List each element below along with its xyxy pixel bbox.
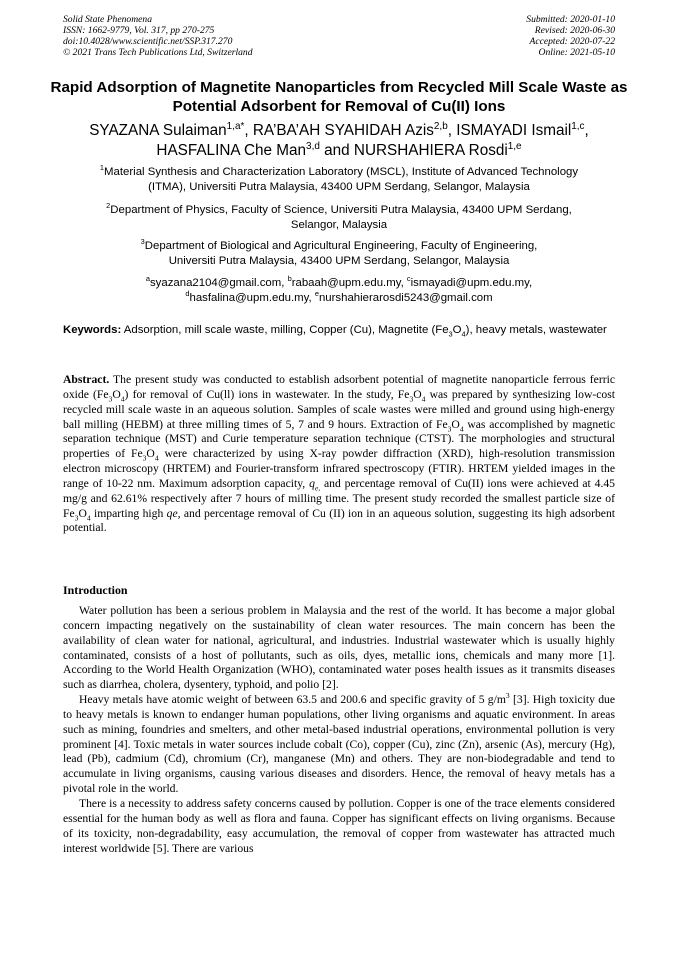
online-date: Online: 2021-05-10 (538, 47, 615, 59)
abstract-text: ) for removal of Cu(ll) ions in wastewater. In the study, Fe (124, 387, 410, 401)
affiliation-line: (ITMA), Universiti Putra Malaysia, 43400 UPM Serdang, Selangor, Malaysia (148, 180, 530, 193)
affiliation-line: Selangor, Malaysia (290, 218, 388, 231)
abstract-text: was prepared by synthesizing low-cost recycled mill scale waste in an aqueous solution. Samples of scale wastes were milled and ground using high-energy ball milling (HEBM) at three milling times of 5, 7 and 9 hours. Extraction of Fe (63, 387, 616, 431)
superscript: 3 (505, 691, 510, 701)
affiliation-line: Department of Biological and Agricultural Engineering, Faculty of Engineering, (144, 240, 538, 252)
subscript: 4 (120, 394, 125, 404)
author-name: SYAZANA Sulaiman (89, 122, 227, 139)
affiliation-2 (60, 203, 618, 233)
section-heading-introduction: Introduction (63, 583, 128, 597)
email-marker: a (145, 274, 150, 284)
author-affiliation-marker: 1,a* (226, 120, 245, 132)
affiliation-1 (60, 165, 618, 195)
abstract-text: was accomplished by magnetic separation technique (MST) and Curie temperature separation technique (CTST). The morphologies and structural properties of Fe (63, 417, 615, 461)
abstract-text: O (146, 447, 155, 461)
paragraph (63, 693, 615, 797)
subscript: 3 (447, 423, 452, 433)
keywords-label: Keywords: (63, 324, 122, 336)
email-address[interactable]: syazana2104@gmail.com (149, 277, 282, 289)
abstract-text: and percentage removal of Cu (II) ion in an aqueous solution, suggesting its high adsorbent potential. (63, 506, 615, 535)
affiliation-3 (60, 239, 618, 269)
accepted-date: Accepted: 2020-07-22 (529, 36, 615, 48)
abstract-text: O (413, 387, 422, 401)
affiliation-line: Universiti Putra Malaysia, 43400 UPM Serdang, Selangor, Malaysia (168, 254, 510, 267)
author-affiliation-marker: 1,c (571, 120, 585, 132)
email-list: $^a$syazana2104@gmail.com, $^b$rabaah@upm.edu.my, $^c$ismayadi@upm.edu.my, $^d$hasfalina@upm.edu.my, $^e$nurshahierarosdi5243@gmail.com (145, 274, 533, 304)
doi-line: doi:10.4028/www.scientific.net/SSP.317.270 (63, 36, 233, 48)
subscript: 3 (142, 453, 147, 463)
paragraph-text: [3]. High toxicity due to heavy metals is known to endanger human populations, other living organisms and aquatic environment. In areas such as mining, foundries and smelters, and other metal-based industrial operations, environmental pollution is very prominent [4]. Toxic metals in water sources include cobalt (Co), copper (Cu), zinc (Zn), arsenic (As), mercury (Hg), lead (Pb), cadmium (Cd), chromium (Cr), manganese (Mn) and others. They are non-biodegradable and tend to accumulate in living organisms, causing various diseases and disorders. Hence, the removal of heavy metals has a pivotal role in the world. (63, 693, 616, 796)
symbol-subscript: e, (314, 483, 321, 493)
author-name: HASFALINA Che Man (156, 141, 307, 159)
abstract-label: Abstract. (63, 373, 110, 386)
affiliation-line: Department of Physics, Faculty of Science, Universiti Putra Malaysia, 43400 UPM Serdang, (110, 204, 572, 216)
affiliation-marker: 2 (106, 201, 111, 211)
abstract-text: O (451, 417, 460, 431)
subscript: 3 (448, 329, 453, 339)
revised-date: Revised: 2020-06-30 (534, 25, 615, 37)
subscript: 4 (459, 423, 464, 433)
subscript: 4 (86, 512, 91, 522)
subscript: 3 (108, 394, 113, 404)
copyright-line: © 2021 Trans Tech Publications Ltd, Switzerland (63, 47, 253, 59)
affiliation-line: Material Synthesis and Characterization Laboratory (MSCL), Institute of Advanced Technology (104, 166, 579, 178)
issn-line: ISSN: 1662-9779, Vol. 317, pp 270-275 (63, 25, 215, 37)
symbol-q: q (309, 476, 315, 490)
author-name: ISMAYADI Ismail (456, 122, 572, 139)
abstract-text: O (112, 387, 121, 401)
subscript: 3 (409, 394, 414, 404)
email-marker: d (185, 289, 190, 299)
email-address[interactable]: rabaah@upm.edu.my (291, 277, 401, 289)
keywords-text: O (452, 324, 462, 336)
subscript: 3 (74, 512, 79, 522)
email-address[interactable]: hasfalina@upm.edu.my (189, 291, 309, 304)
abstract-text: were characterized by using X-ray powder diffraction (XRD), high-resolution transmission electron microscopy (HRTEM) and Fourier-transform infrared spectroscopy (FTIR). HRTEM yielded images in the range of 10-22 nm. Maximum adsorption capacity, (63, 447, 615, 490)
journal-info (63, 14, 253, 58)
email-address[interactable]: ismayadi@upm.edu.my (410, 277, 529, 289)
abstract-text: The present study was conducted to establish adsorbent potential of magnetite nanoparticle ferrous ferric oxide (Fe (63, 373, 615, 401)
keywords (63, 323, 615, 338)
subscript: 4 (421, 394, 426, 404)
author-name: RA’BA’AH SYAHIDAH Azis (252, 122, 434, 139)
author-name: NURSHAHIERA Rosdi (353, 141, 508, 159)
submitted-date: Submitted: 2020-01-10 (526, 14, 615, 25)
keywords-text: Adsorption, mill scale waste, milling, Copper (Cu), Magnetite (Fe (123, 324, 449, 336)
keywords-text: ), heavy metals, wastewater (465, 324, 607, 336)
journal-name: Solid State Phenomena (63, 14, 152, 25)
email-marker: b (287, 274, 292, 284)
author-affiliation-marker: 3,d (306, 140, 320, 152)
email-marker: e (314, 289, 319, 299)
email-address[interactable]: nurshahierarosdi5243@gmail.com (318, 291, 493, 304)
paragraph-text: Heavy metals have atomic weight of between 63.5 and 200.6 and specific gravity of 5 g/m (79, 693, 506, 707)
symbol-qe: qe, (166, 506, 181, 520)
abstract-text: and percentage removal of Cu(II) ions were achieved at 4.45 mg/g and 62.61% respectively after 7 hours of milling time. The present study recorded the smallest particle size of Fe (63, 476, 615, 520)
paragraph: There is a necessity to address safety concerns caused by pollution. Copper is one of the trace elements considered essential for the human body as well as flora and fauna. Copper has significant effects on living organisms. Because of its toxicity, non-degradability, easy accumulation, the removal of copper from wastewater has attracted much interest worldwide [5]. There are various (63, 796, 615, 855)
paper-title: Rapid Adsorption of Magnetite Nanoparticles from Recycled Mill Scale Waste as Potential Adsorbent for Removal of Cu(II) Ions (50, 79, 628, 115)
publication-dates (526, 14, 615, 58)
abstract (63, 373, 615, 536)
author-affiliation-marker: 2,b (433, 120, 448, 132)
paragraph: Water pollution has been a serious problem in Malaysia and the rest of the world. It has become a major global concern impacting negatively on the sustainability of clean water resources. The main concern has been the availability of clean water for national, agricultural, and industries. Industrial wastewater which is usually highly contaminated, consists of a host of pollutants, such as oils, dyes, metallic ions, chemicals and many more [1]. According to the World Health Organization (WHO), contaminated water poses health issues as it transmits diseases such as diarrhea, cholera, dysentery, typhoid, and polio [2]. (63, 604, 615, 692)
affiliation-marker: 3 (140, 237, 145, 247)
abstract-text: O (78, 506, 87, 520)
affiliation-marker: 1 (99, 163, 105, 173)
author-list: SYAZANA Sulaiman$^{1,a*}$, RA’BA’AH SYAHIDAH Azis$^{2,b}$, ISMAYADI Ismail$^{1,c}$, HASFALINA Che Man$^{3,d}$ and NURSHAHIERA Rosdi$^{1,e}$ (89, 120, 589, 159)
abstract-text: imparting high (90, 506, 167, 520)
introduction-body (63, 604, 615, 856)
email-marker: c (406, 274, 411, 284)
subscript: 4 (461, 329, 466, 339)
subscript: 4 (154, 453, 159, 463)
author-affiliation-marker: 1,e (507, 140, 522, 152)
